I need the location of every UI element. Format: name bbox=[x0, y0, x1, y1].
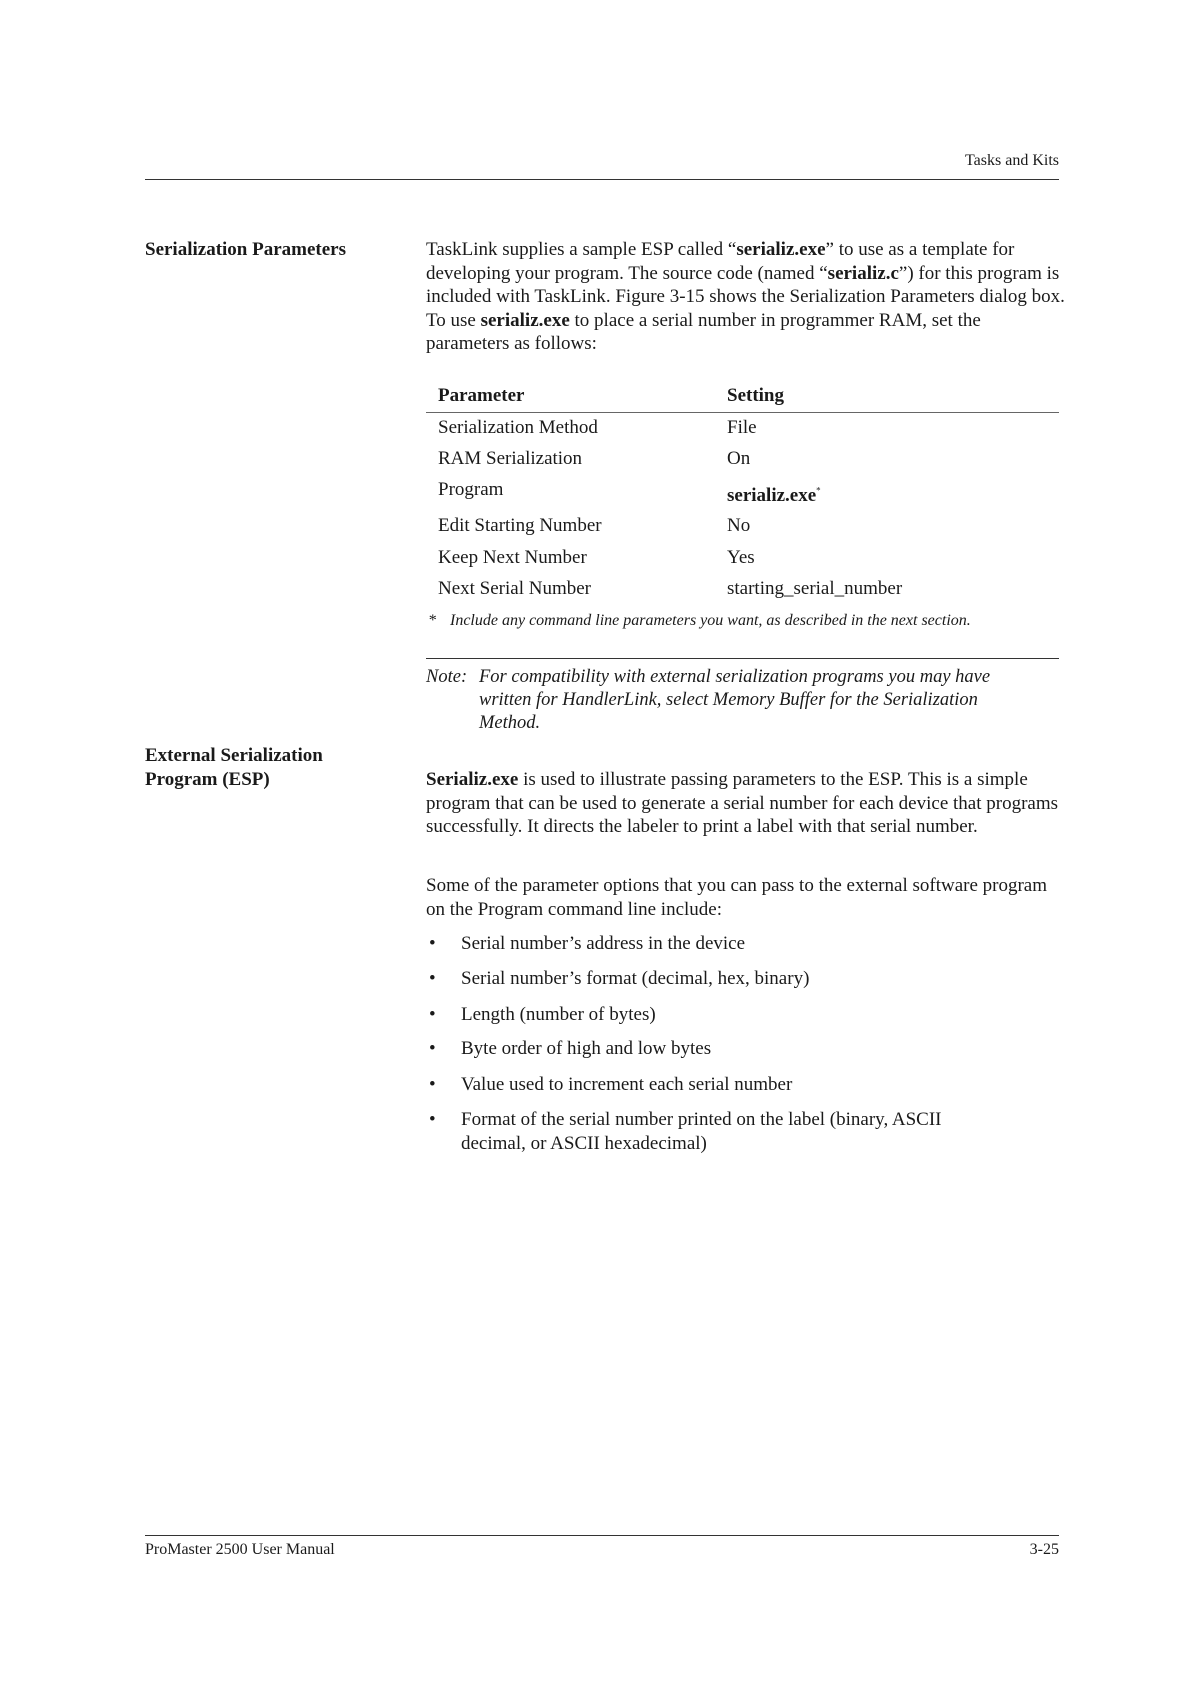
page-number: 3-25 bbox=[1029, 1541, 1059, 1558]
filename: Serializ.exe bbox=[426, 769, 519, 790]
list-item-text: Serial number’s address in the device bbox=[461, 933, 746, 954]
table-header-rule bbox=[426, 412, 1059, 413]
text: ”) for this program is included with TaskLink. Figure 3-15 shows the Serialization Parameters dialog box. To use bbox=[426, 262, 1065, 331]
list-item-text: Serial number’s format (decimal, hex, binary) bbox=[461, 968, 810, 989]
cell bbox=[727, 485, 821, 507]
list-item-text: Byte order of high and low bytes bbox=[461, 1038, 712, 1059]
table-row bbox=[438, 547, 1058, 578]
footer-rule bbox=[145, 1535, 1059, 1536]
cell: Keep Next Number bbox=[438, 547, 587, 568]
table-row bbox=[438, 479, 1058, 510]
section-heading-esp bbox=[145, 744, 323, 792]
bullet-icon: • bbox=[429, 968, 436, 989]
bullet-icon: • bbox=[429, 1038, 436, 1059]
cell: Serialization Method bbox=[438, 417, 598, 438]
text: TaskLink supplies a sample ESP called “ bbox=[426, 239, 737, 260]
note-line: written for HandlerLink, select Memory Buffer for the Serialization bbox=[479, 690, 978, 710]
table-row bbox=[438, 515, 1058, 546]
note-line: Method. bbox=[479, 713, 541, 733]
text: is used to illustrate passing parameters to the ESP. This is a simple program that can be used to generate a serial number for each device that programs successfully. It directs the labeler to print a label with that serial number. bbox=[426, 769, 1059, 837]
cell: No bbox=[727, 515, 751, 536]
list-item-text: Format of the serial number printed on the label (binary, ASCII decimal, or ASCII hexadecimal) bbox=[461, 1109, 942, 1154]
note-line: For compatibility with external serialization programs you may have bbox=[479, 667, 991, 687]
table-row bbox=[438, 448, 1058, 479]
cell: starting_serial_number bbox=[727, 578, 903, 599]
section-heading-serialization-parameters: Serialization Parameters bbox=[145, 239, 347, 260]
cell: RAM Serialization bbox=[438, 448, 583, 469]
filename: serializ.c bbox=[827, 262, 899, 284]
intro-paragraph bbox=[426, 238, 1066, 356]
filename: serializ.exe bbox=[480, 309, 570, 331]
cell: Edit Starting Number bbox=[438, 515, 602, 536]
column-header: Parameter bbox=[438, 385, 525, 406]
text: ” to use as a template for developing your program. The source code (named “ bbox=[426, 239, 1015, 284]
footer-title: ProMaster 2500 User Manual bbox=[145, 1541, 335, 1558]
cell: File bbox=[727, 417, 757, 438]
heading-line: Program (ESP) bbox=[145, 769, 270, 790]
table-footnote bbox=[428, 612, 971, 630]
note-rule bbox=[426, 658, 1059, 659]
bullet-icon: • bbox=[429, 1004, 436, 1025]
header-rule bbox=[145, 179, 1059, 180]
cell: On bbox=[727, 448, 751, 469]
note bbox=[426, 666, 990, 735]
running-header: Tasks and Kits bbox=[965, 152, 1059, 169]
text: to place a serial number in programmer RAM, set the parameters as follows: bbox=[426, 309, 981, 354]
note-label: Note: bbox=[426, 667, 468, 687]
cell: Yes bbox=[727, 547, 755, 568]
table-row bbox=[438, 417, 1058, 448]
cell-text: serializ.exe bbox=[727, 485, 817, 506]
footnote-marker: * bbox=[816, 485, 821, 496]
table-row bbox=[438, 578, 1058, 609]
footnote-text: Include any command line parameters you want, as described in the next section. bbox=[450, 612, 971, 629]
esp-paragraph bbox=[426, 768, 1066, 839]
filename: serializ.exe bbox=[736, 239, 826, 260]
list-item-text: Length (number of bytes) bbox=[461, 1004, 656, 1025]
heading-line: External Serialization bbox=[145, 745, 323, 766]
bullet-icon: • bbox=[429, 1109, 436, 1130]
list-item-text: Value used to increment each serial number bbox=[461, 1074, 793, 1095]
footnote-marker: * bbox=[428, 612, 436, 629]
note-text bbox=[479, 666, 990, 735]
bullet-icon: • bbox=[429, 1074, 436, 1095]
options-paragraph: Some of the parameter options that you can pass to the external software program on the Program command line include: bbox=[426, 875, 1047, 920]
cell: Program bbox=[438, 479, 504, 500]
bullet-icon: • bbox=[429, 933, 436, 954]
column-header: Setting bbox=[727, 385, 784, 406]
cell: Next Serial Number bbox=[438, 578, 592, 599]
